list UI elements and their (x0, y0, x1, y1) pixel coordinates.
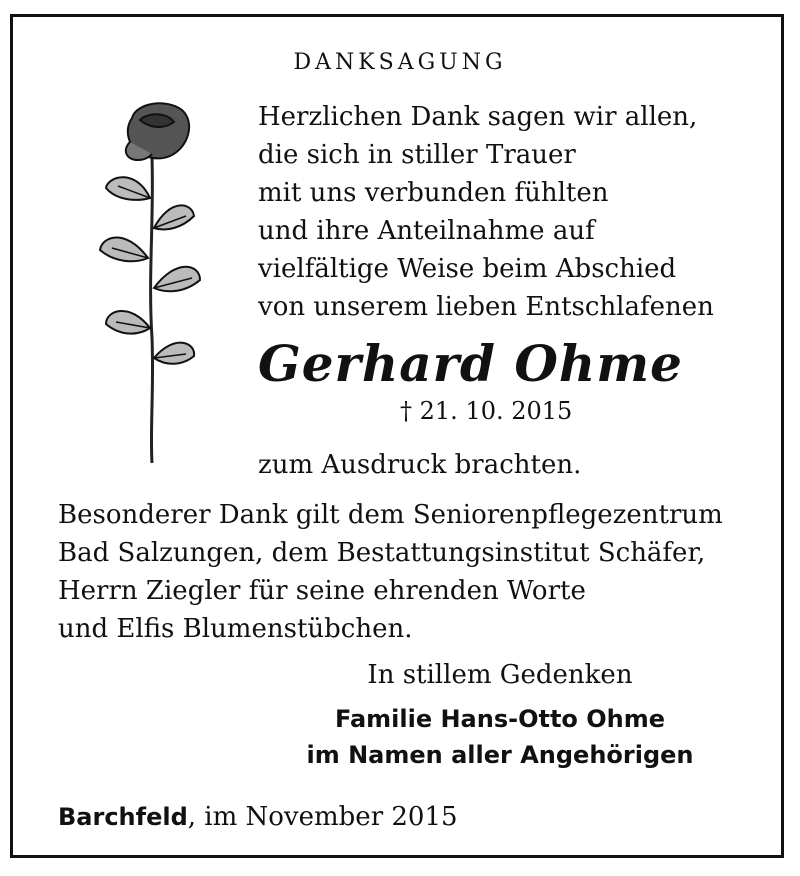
closing-intro: zum Ausdruck brachten. (258, 450, 582, 480)
thanks-line: und Elfis Blumenstübchen. (58, 614, 413, 644)
cross-icon: † (400, 397, 412, 425)
deceased-name: Gerhard Ohme (258, 334, 683, 393)
date-line: , im November 2015 (187, 802, 458, 832)
place-date (58, 798, 458, 836)
intro-line: die sich in stiller Trauer (258, 140, 576, 170)
remembrance: In stillem Gedenken (367, 660, 633, 690)
death-date-line (400, 394, 572, 428)
death-date: 21. 10. 2015 (419, 397, 573, 425)
notice-heading: DANKSAGUNG (293, 50, 507, 75)
rose-icon (96, 98, 208, 468)
signature-line: im Namen aller Angehörigen (306, 741, 694, 769)
intro-line: mit uns verbunden fühlten (258, 178, 609, 208)
thanks-line: Herrn Ziegler für seine ehrenden Worte (58, 576, 586, 606)
thanks-line: Bad Salzungen, dem Bestattungsinstitut Schäfer, (58, 538, 706, 568)
thanks-line: Besonderer Dank gilt dem Seniorenpflegezentrum (58, 500, 723, 530)
intro-line: Herzlichen Dank sagen wir allen, (258, 102, 698, 132)
place: Barchfeld (58, 803, 188, 831)
intro-line: von unserem lieben Entschlafenen (258, 292, 714, 322)
intro-line: vielfältige Weise beim Abschied (258, 254, 677, 284)
intro-line: und ihre Anteilnahme auf (258, 216, 595, 246)
signature-line: Familie Hans-Otto Ohme (334, 705, 666, 733)
